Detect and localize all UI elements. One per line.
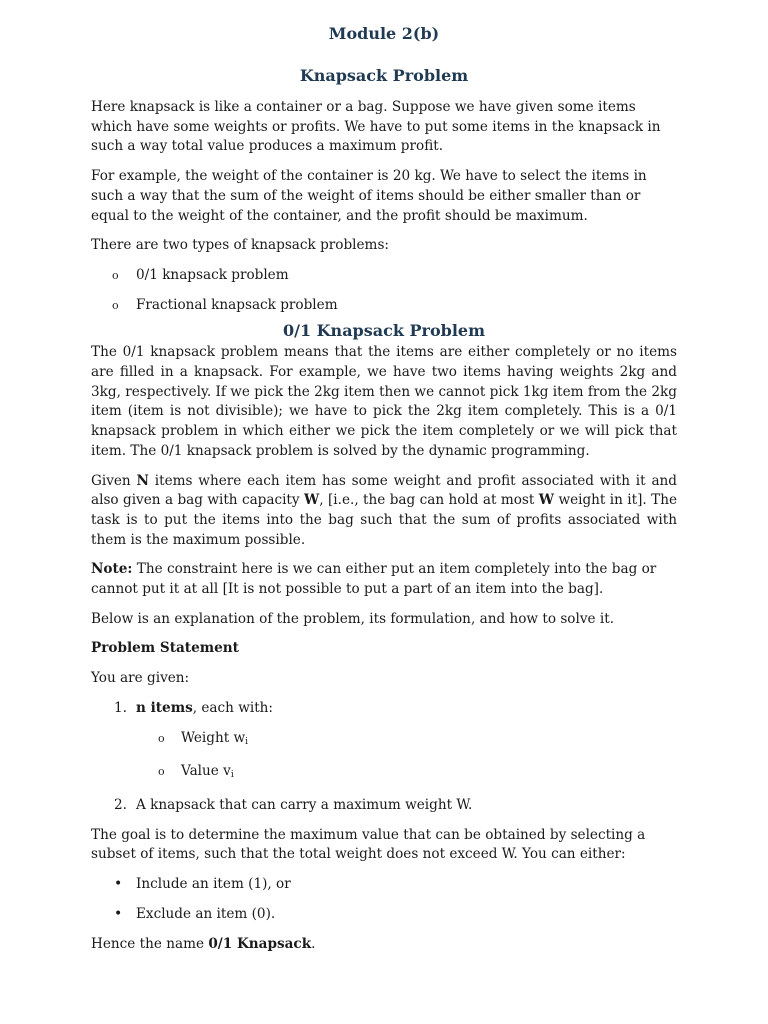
given-list [91, 699, 677, 816]
given-paragraph: Given N items where each item has some weight and profit associated with it and also given a bag with capacity W, [i.e., the bag can hold at most W weight in it]. The task is to put the items into the bag such that the sum of profits associated with them is the maximum possible. [91, 472, 678, 548]
example-paragraph: For example, the weight of the container is 20 kg. We have to select the items in such a way that the sum of the weight of items should be either smaller than or equal to the weight of the container, and the profit should be maximum. [91, 168, 647, 224]
below-paragraph: Below is an explanation of the problem, its formulation, and how to solve it. [91, 610, 615, 627]
circle-bullet-icon: o [112, 298, 119, 312]
list-item: 2. A knapsack that can carry a maximum weight W. [91, 796, 677, 816]
circle-bullet-icon: o [158, 765, 165, 779]
list-item: • Include an item (1), or [91, 875, 677, 895]
note-label: Note: [91, 561, 133, 578]
section-paragraph: The 0/1 knapsack problem means that the items are either completely or no items are filled in a knapsack. For example, we have two items having weights 2kg and 3kg, respectively. If we pick the 2kg item then we cannot pick 1kg item from the 2kg item (item is not divisible); we have to pick the 2kg item completely. This is a 0/1 knapsack problem in which either we pick the item completely or we will pick that item. The 0/1 knapsack problem is solved by the dynamic programming. [91, 344, 677, 459]
document-page [91, 22, 677, 964]
list-item: o 0/1 knapsack problem [91, 266, 677, 286]
list-item: o Weight $w_i$ [158, 729, 249, 747]
goal-paragraph: The goal is to determine the maximum value that can be obtained by selecting a subset of items, such that the total weight does not exceed W. You can either: [91, 826, 646, 863]
you-are-given: You are given: [91, 670, 190, 687]
list-item: o Value $v_i$ [158, 763, 234, 781]
list-item: 1. n items, each with: [91, 699, 677, 719]
note-paragraph: Note: The constraint here is we can either put an item completely into the bag or cannot put it at all [It is not possible to put a part of an item into the bag]. [91, 561, 657, 598]
options-list [91, 875, 677, 924]
circle-bullet-icon: o [112, 268, 119, 282]
circle-bullet-icon: o [158, 731, 165, 745]
problem-statement-heading: Problem Statement [91, 640, 239, 657]
intro-paragraph: Here knapsack is like a container or a bag. Suppose we have given some items which have some weights or profits. We have to put some items in the knapsack in such a way total value produces a maximum profit. [91, 99, 661, 155]
list-number: 2. [114, 796, 127, 813]
sub-list [91, 729, 677, 786]
section-heading: 0/1 Knapsack Problem [282, 321, 486, 341]
list-number: 1. [114, 699, 127, 716]
list-item: o Fractional knapsack problem [91, 296, 677, 316]
types-list [91, 266, 677, 315]
disc-bullet-icon: • [114, 876, 123, 893]
page-title: Knapsack Problem [299, 66, 469, 85]
list-item: • Exclude an item (0). [91, 905, 677, 925]
module-title: Module 2(b) [328, 24, 440, 43]
types-intro: There are two types of knapsack problems: [91, 237, 390, 254]
disc-bullet-icon: • [114, 905, 123, 922]
hence-paragraph: Hence the name 0/1 Knapsack. [91, 935, 316, 952]
